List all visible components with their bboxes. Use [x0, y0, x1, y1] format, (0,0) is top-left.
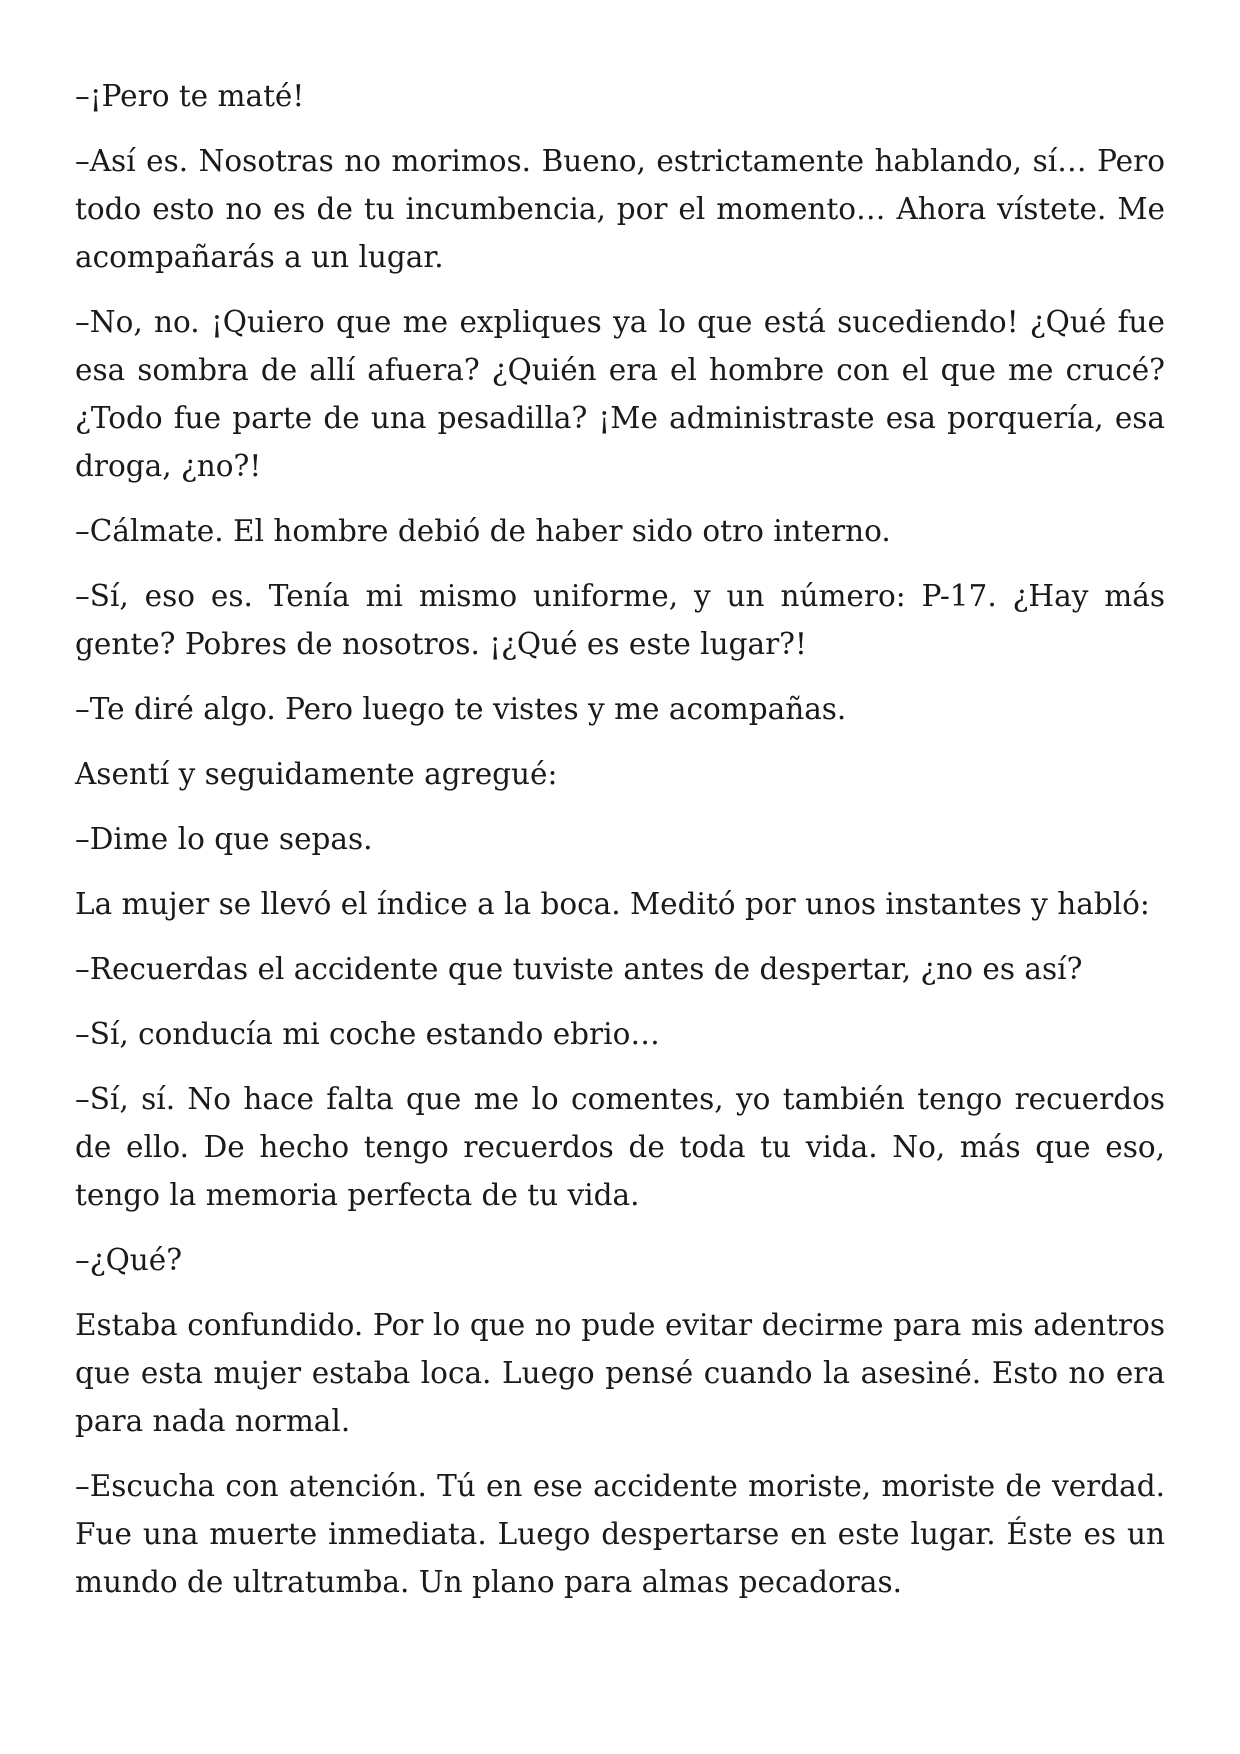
paragraph: –Así es. Nosotras no morimos. Bueno, estrictamente hablando, sí… Pero todo esto no es de tu incumbencia, por el momento… Ahora vístete. Me acompañarás a un lugar. [75, 144, 1165, 274]
paragraph: –Cálmate. El hombre debió de haber sido otro interno. [75, 514, 891, 548]
paragraph: –Sí, conducía mi coche estando ebrio… [75, 1017, 660, 1051]
paragraph: –Escucha con atención. Tú en ese accidente moriste, moriste de verdad. Fue una muerte inmediata. Luego despertarse en este lugar. Éste es un mundo de ultratumba. Un plano para almas pecadoras. [75, 1469, 1165, 1599]
paragraph: –¡Pero te maté! [75, 79, 305, 113]
page-body [75, 72, 1165, 1623]
paragraph: –Sí, sí. No hace falta que me lo comentes, yo también tengo recuerdos de ello. De hecho tengo recuerdos de toda tu vida. No, más que eso, tengo la memoria perfecta de tu vida. [75, 1082, 1165, 1212]
paragraph: –Dime lo que sepas. [75, 822, 373, 856]
paragraph: –Recuerdas el accidente que tuviste antes de despertar, ¿no es así? [75, 952, 1083, 986]
paragraph: –Sí, eso es. Tenía mi mismo uniforme, y un número: P-17. ¿Hay más gente? Pobres de nosotros. ¡¿Qué es este lugar?! [75, 579, 1165, 661]
paragraph: –No, no. ¡Quiero que me expliques ya lo que está sucediendo! ¿Qué fue esa sombra de allí afuera? ¿Quién era el hombre con el que me crucé? ¿Todo fue parte de una pesadilla? ¡Me administraste esa porquería, esa droga, ¿no?! [75, 305, 1165, 483]
paragraph: –¿Qué? [75, 1243, 183, 1277]
paragraph: –Te diré algo. Pero luego te vistes y me acompañas. [75, 692, 847, 726]
paragraph: Estaba confundido. Por lo que no pude evitar decirme para mis adentros que esta mujer estaba loca. Luego pensé cuando la asesiné. Esto no era para nada normal. [75, 1308, 1165, 1438]
paragraph: Asentí y seguidamente agregué: [75, 757, 558, 791]
paragraph: La mujer se llevó el índice a la boca. Meditó por unos instantes y habló: [75, 887, 1150, 921]
